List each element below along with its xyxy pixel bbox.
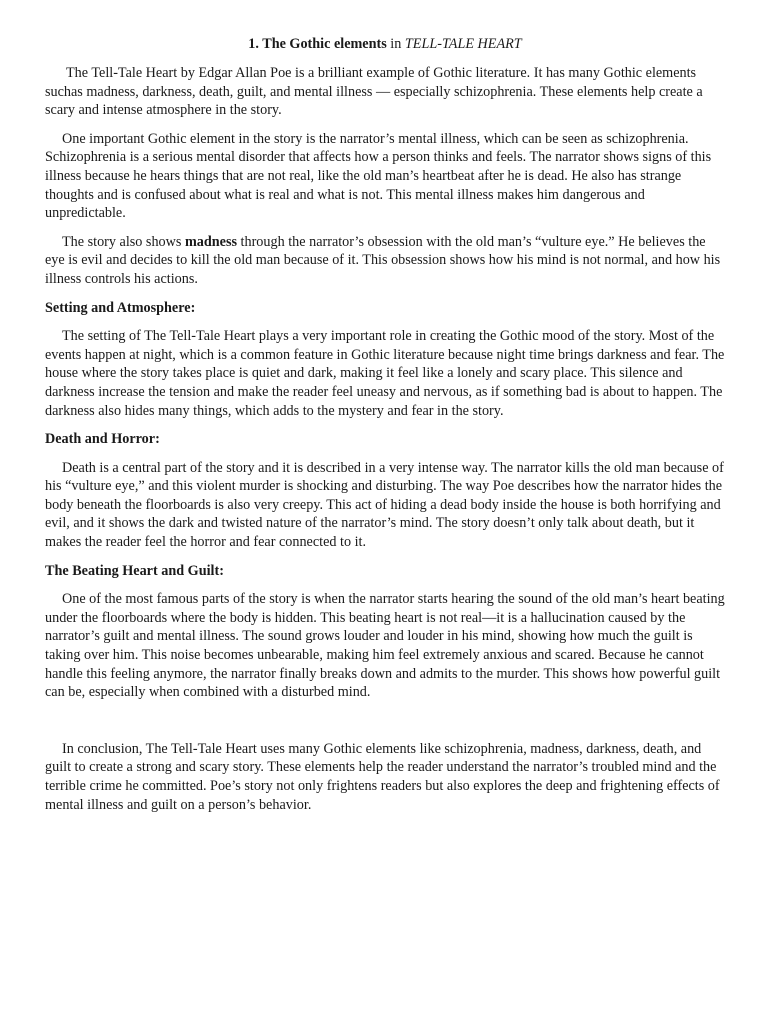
madness-text-after: through the narrator’s obsession with the old man’s “vulture eye.” He believes the eye is evil and decides to kill the old man because of it. This obsession shows how his mind is not normal, and how his illness controls his actions.	[45, 233, 721, 287]
madness-paragraph	[45, 233, 725, 289]
title-bold-part: 1. The Gothic elements	[248, 36, 387, 52]
paragraph-spacer	[45, 712, 725, 740]
death-heading: Death and Horror:	[45, 431, 160, 448]
madness-text-before: The story also shows	[62, 233, 185, 250]
title-italic-part: TELL-TALE HEART	[404, 36, 522, 52]
setting-paragraph: The setting of The Tell-Tale Heart plays a very important role in creating the Gothic mood of the story. Most of the events happen at night, which is a common feature in Gothic literature because night time brings darkness and fear. The house where the story takes place is quiet and dark, making it feel like a lonely and scary place. This silence and darkness increase the tension and make the reader feel uneasy and nervous, as if something bad is about to happen. The darkness also hides many things, which adds to the mystery and fear in the story.	[45, 328, 725, 419]
heart-heading: The Beating Heart and Guilt:	[45, 562, 224, 579]
setting-heading: Setting and Atmosphere:	[45, 299, 196, 316]
page-title	[45, 34, 725, 54]
conclusion-paragraph: In conclusion, The Tell-Tale Heart uses many Gothic elements like schizophrenia, madness, darkness, death, and guilt to create a strong and scary story. These elements help the reader understand the narrator’s troubled mind and the terrible crime he committed. Poe’s story not only frightens readers but also explores the deep and frightening effects of mental illness and guilt on a person’s behavior.	[45, 740, 720, 813]
mental-illness-paragraph: One important Gothic element in the story is the narrator’s mental illness, which can be seen as schizophrenia. Schizophrenia is a serious mental disorder that affects how a person thinks and feels. The narrator shows signs of this illness because he hears things that are not real, like the old man’s heartbeat after he is dead. He also has strange thoughts and is confused about what is real and what is not. This mental illness makes him dangerous and unpredictable.	[45, 130, 712, 222]
heart-paragraph: One of the most famous parts of the story is when the narrator starts hearing the sound of the old man’s heart beating under the floorboards where the body is hidden. This beating heart is not real—it is a hallucination caused by the narrator’s guilt and mental illness. The sound grows louder and louder in his mind, showing how much the guilt is taking over him. This noise becomes unbearable, making him feel extremely anxious and scared. Because he cannot handle this feeling anymore, the narrator finally breaks down and admits to the murder. This shows how powerful guilt can be, especially when combined with a disturbed mind.	[45, 591, 725, 701]
document-body	[45, 34, 725, 824]
intro-paragraph: The Tell-Tale Heart by Edgar Allan Poe is a brilliant example of Gothic literature. It has many Gothic elements suchas madness, darkness, death, guilt, and mental illness — especially schizophrenia. These elements help create a scary and intense atmosphere in the story.	[45, 65, 703, 119]
madness-bold-word: madness	[184, 233, 237, 250]
title-connector: in	[386, 36, 405, 52]
death-paragraph: Death is a central part of the story and it is described in a very intense way. The narrator kills the old man because of his “vulture eye,” and this violent murder is shocking and disturbing. The way Poe describes how the narrator hides the body beneath the floorboards is also very creepy. This act of hiding a dead body inside the house is both horrifying and evil, and it shows the dark and twisted nature of the narrator’s mind. The story doesn’t only talk about death, but it makes the reader feel the horror and fear connected to it.	[45, 459, 724, 551]
